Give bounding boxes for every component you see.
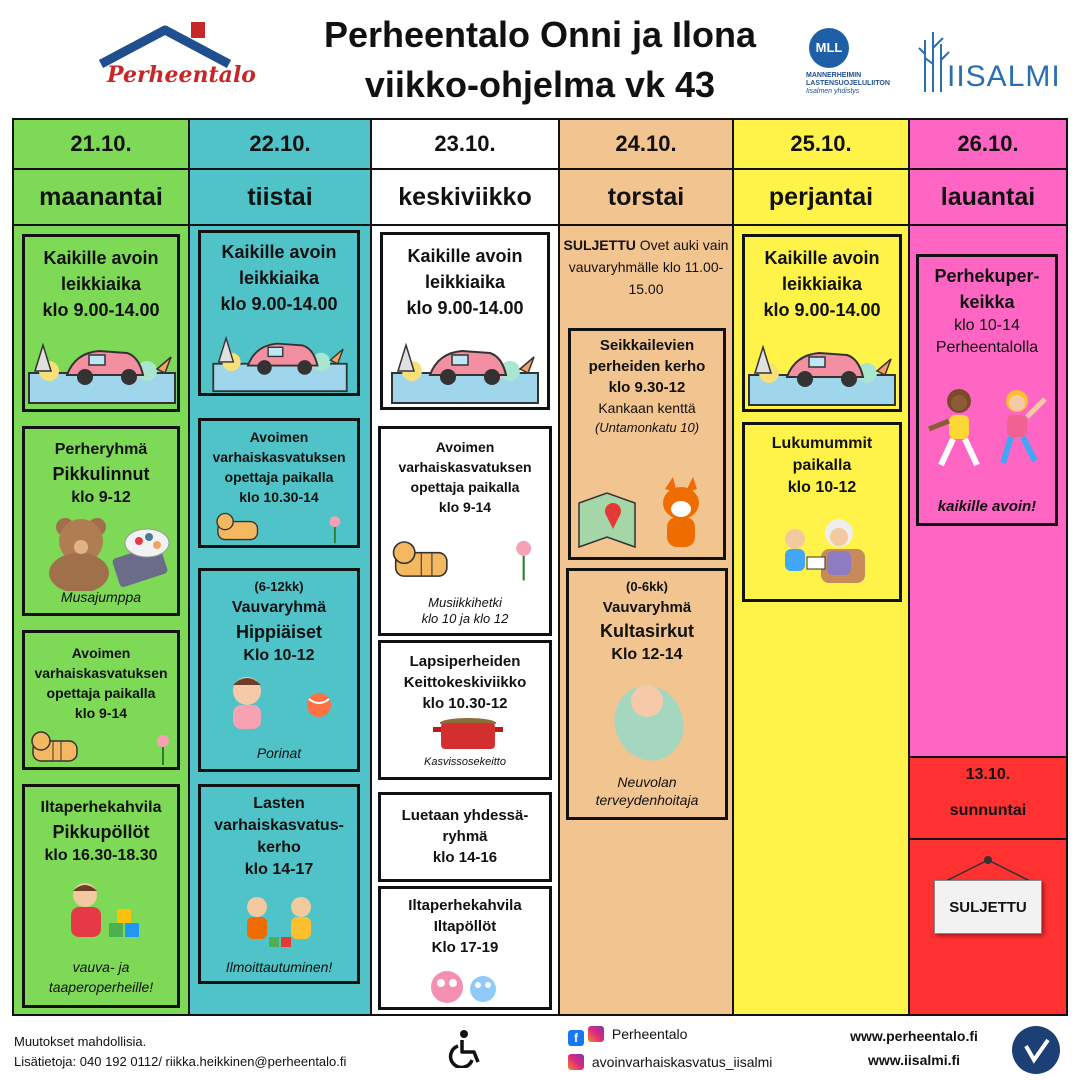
day-friday: perjantai (734, 170, 908, 226)
event-line: klo 9.30-12 (608, 379, 686, 396)
date-friday: 25.10. (734, 120, 908, 170)
event-note: kaikille avoin! (937, 498, 1037, 515)
page-title (280, 10, 800, 110)
map-and-fox-icon (573, 473, 723, 553)
event-adventure-club (568, 328, 726, 560)
event-note: klo 10 ja klo 12 (421, 611, 509, 626)
notice-line: vauvaryhmälle (568, 259, 659, 275)
event-line: varhaiskasvatus- (214, 817, 344, 834)
toy-car-illustration (384, 335, 546, 405)
event-line: Lukumummit (771, 435, 873, 452)
dancing-children-icon (923, 385, 1053, 475)
iisalmi-badge-icon (1012, 1026, 1060, 1074)
event-line: Lapsiperheiden (409, 653, 521, 670)
day-wednesday: keskiviikko (372, 170, 558, 226)
event-line: (Untamonkatu 10) (594, 420, 700, 435)
event-line: klo 10-14 (954, 317, 1020, 334)
column-monday (14, 120, 190, 1014)
owls-icon (421, 965, 511, 1005)
event-line: Kaikille avoin (221, 242, 337, 262)
event-line: varhaiskasvatuksen (212, 449, 346, 465)
event-line: klo 10.30-12 (422, 695, 508, 712)
event-line: Kaikille avoin (764, 248, 880, 268)
column-wednesday (372, 120, 560, 1014)
event-evening-cafe-iltapollot (378, 886, 552, 1010)
teddy-bear-icon (35, 511, 175, 591)
event-open-playtime-wednesday (380, 232, 550, 410)
event-line: ryhmä (442, 828, 488, 845)
event-line: klo 9.00-14.00 (42, 300, 160, 320)
column-tuesday (190, 120, 372, 1014)
grandma-reading-icon (773, 513, 873, 587)
event-line: Kankaan kenttä (598, 400, 696, 416)
header (0, 0, 1080, 118)
footer-changes-note: Muutokset mahdollisia. (14, 1034, 147, 1049)
event-note: taaperoperheille! (48, 979, 154, 995)
cat-and-flower-icon (385, 533, 545, 583)
notice-line: Ovet auki vain (639, 237, 729, 253)
event-family-group-pikkulinnut (22, 426, 180, 616)
footer (0, 1018, 1080, 1080)
day-monday: maanantai (14, 170, 188, 226)
mll-line3: Iisalmen yhdistys (806, 88, 860, 95)
date-monday: 21.10. (14, 120, 188, 170)
day-sunday: sunnuntai (949, 802, 1027, 819)
event-note: Neuvolan (617, 774, 677, 790)
perheentalo-url[interactable]: www.perheentalo.fi (850, 1028, 978, 1044)
children-playing-icon (231, 893, 331, 953)
event-line: Klo 12-14 (611, 646, 683, 663)
swaddled-baby-icon (603, 673, 693, 763)
event-line: opettaja paikalla (224, 469, 334, 485)
footer-urls (830, 1024, 998, 1072)
column-friday (734, 120, 910, 1014)
event-line: Lasten (253, 795, 305, 812)
event-line: kerho (257, 839, 301, 856)
event-child-club (198, 784, 360, 984)
baby-with-ball-icon (217, 671, 347, 741)
event-line: klo 14-17 (244, 861, 314, 878)
event-note: vauva- ja (72, 959, 130, 975)
event-line: Iltapöllöt (433, 918, 497, 935)
event-line: Kaikille avoin (43, 248, 159, 268)
event-line: varhaiskasvatuksen (34, 665, 168, 681)
event-teacher-present-tuesday (198, 418, 360, 548)
toy-car-illustration (27, 335, 177, 405)
event-line: leikkiaika (781, 274, 863, 294)
event-line: keikka (959, 292, 1015, 312)
instagram-label: avoinvarhaiskasvatus_iisalmi (591, 1054, 773, 1070)
sunday-section (910, 756, 1066, 1014)
cat-and-flower-icon (203, 509, 357, 545)
event-note: Kasvissosekeitto (424, 756, 506, 768)
footer-contact: Lisätietoja: 040 192 0112/ riikka.heikkinen@perheentalo.fi (14, 1054, 347, 1069)
weekly-schedule-grid (12, 118, 1068, 1016)
event-line: Luetaan yhdessä- (401, 807, 529, 824)
date-thursday: 24.10. (560, 120, 732, 170)
mll-logo-text (806, 72, 918, 96)
notice-line: SULJETTU (563, 237, 636, 253)
day-saturday: lauantai (910, 170, 1066, 226)
event-line: Perhekuper- (934, 266, 1040, 286)
date-wednesday: 23.10. (372, 120, 558, 170)
event-line: Iltaperhekahvila (408, 897, 522, 914)
event-line: Kaikille avoin (407, 246, 523, 266)
event-line: klo 14-16 (432, 849, 498, 866)
event-line: klo 9.00-14.00 (406, 298, 524, 318)
toy-car-illustration (203, 329, 357, 393)
event-line: Klo 10-12 (243, 647, 315, 664)
event-line: Seikkailevien (599, 337, 695, 354)
iisalmi-logo (915, 30, 1065, 100)
event-family-gig (916, 254, 1058, 526)
event-baby-group-kultasirkut (566, 568, 728, 820)
event-line: paikalla (792, 457, 852, 474)
mll-logo-badge: MLL (809, 28, 849, 68)
event-age: (0-6kk) (626, 579, 668, 594)
event-line: klo 10.30-14 (239, 489, 319, 505)
page-title-line1: Perheentalo Onni ja Ilona (323, 14, 757, 55)
event-line: Vauvaryhmä (231, 599, 327, 616)
child-playing-blocks-icon (53, 879, 153, 949)
instagram-link[interactable] (568, 1054, 772, 1070)
event-line: Pikkupöllöt (52, 822, 150, 842)
event-line: Iltaperhekahvila (40, 799, 162, 816)
page-title-line2: viikko-ohjelma vk 43 (364, 64, 716, 105)
event-age: (6-12kk) (254, 579, 304, 594)
event-line: klo 10-12 (787, 479, 857, 496)
column-thursday (560, 120, 734, 1014)
event-soup-wednesday (378, 640, 552, 780)
event-line: klo 9-14 (74, 705, 128, 721)
mll-line2: LASTENSUOJELULIITON (806, 80, 890, 87)
date-sunday: 13.10. (965, 766, 1011, 783)
event-line: leikkiaika (424, 272, 506, 292)
closed-sign: SULJETTU (934, 880, 1042, 934)
event-line: Vauvaryhmä (602, 599, 692, 616)
event-line: opettaja paikalla (410, 479, 520, 495)
event-note: Porinat (256, 745, 302, 761)
event-note: terveydenhoitaja (595, 792, 699, 808)
event-line: Hippiäiset (235, 622, 323, 642)
mll-logo (806, 28, 916, 98)
facebook-icon: f (568, 1030, 584, 1046)
event-line: Keittokeskiviikko (403, 674, 527, 691)
event-line: Klo 17-19 (431, 939, 499, 956)
instagram-icon (588, 1026, 604, 1042)
event-line: klo 9-14 (438, 499, 492, 515)
date-saturday: 26.10. (910, 120, 1066, 170)
footer-info (14, 1032, 346, 1072)
event-note: Ilmoittautuminen! (225, 959, 333, 975)
event-line: klo 9-12 (71, 489, 131, 506)
event-evening-cafe-pikkupollot (22, 784, 180, 1008)
event-open-playtime-tuesday (198, 230, 360, 396)
event-teacher-present-monday (22, 630, 180, 770)
date-tuesday: 22.10. (190, 120, 370, 170)
event-line: Perheentalolla (935, 339, 1039, 356)
event-line: klo 9.00-14.00 (220, 294, 338, 314)
toy-car-illustration (746, 337, 898, 407)
day-thursday: torstai (560, 170, 732, 226)
event-open-playtime-monday (22, 234, 180, 412)
wheelchair-icon (446, 1028, 486, 1068)
perheentalo-logo-text: Perheentalo (107, 62, 256, 88)
facebook-instagram-link[interactable] (568, 1026, 687, 1046)
column-saturday (910, 120, 1066, 1014)
event-line: Pikkulinnut (52, 464, 150, 484)
event-line: Perheryhmä (54, 441, 148, 458)
event-line: Kultasirkut (599, 621, 695, 641)
event-line: leikkiaika (238, 268, 320, 288)
notice-line: klo 11.00-15.00 (628, 259, 724, 297)
iisalmi-logo-text: IISALMI (947, 60, 1061, 93)
cat-and-flower-icon (27, 727, 177, 767)
event-line: Avoimen (435, 439, 495, 455)
event-baby-group-hippiaiset (198, 568, 360, 772)
facebook-label: Perheentalo (611, 1026, 688, 1042)
event-reading-group (378, 792, 552, 882)
event-note: Musiikkihetki (428, 595, 502, 610)
event-line: Avoimen (71, 645, 131, 661)
soup-pot-icon (433, 715, 503, 755)
event-line: opettaja paikalla (46, 685, 156, 701)
event-teacher-present-wednesday (378, 426, 552, 636)
event-line: perheiden kerho (588, 358, 706, 375)
event-line: leikkiaika (60, 274, 142, 294)
event-line: klo 9.00-14.00 (763, 300, 881, 320)
event-note: Musajumppa (60, 589, 142, 605)
event-line: varhaiskasvatuksen (398, 459, 532, 475)
perheentalo-logo (95, 22, 256, 102)
instagram-icon (568, 1054, 584, 1070)
event-open-playtime-friday (742, 234, 902, 412)
iisalmi-url[interactable]: www.iisalmi.fi (867, 1052, 961, 1068)
event-line: klo 16.30-18.30 (44, 847, 158, 864)
day-tuesday: tiistai (190, 170, 370, 226)
mll-line1: MANNERHEIMIN (806, 72, 862, 79)
thursday-closed-notice (560, 234, 732, 300)
event-line: Avoimen (249, 429, 309, 445)
event-reading-grannies (742, 422, 902, 602)
